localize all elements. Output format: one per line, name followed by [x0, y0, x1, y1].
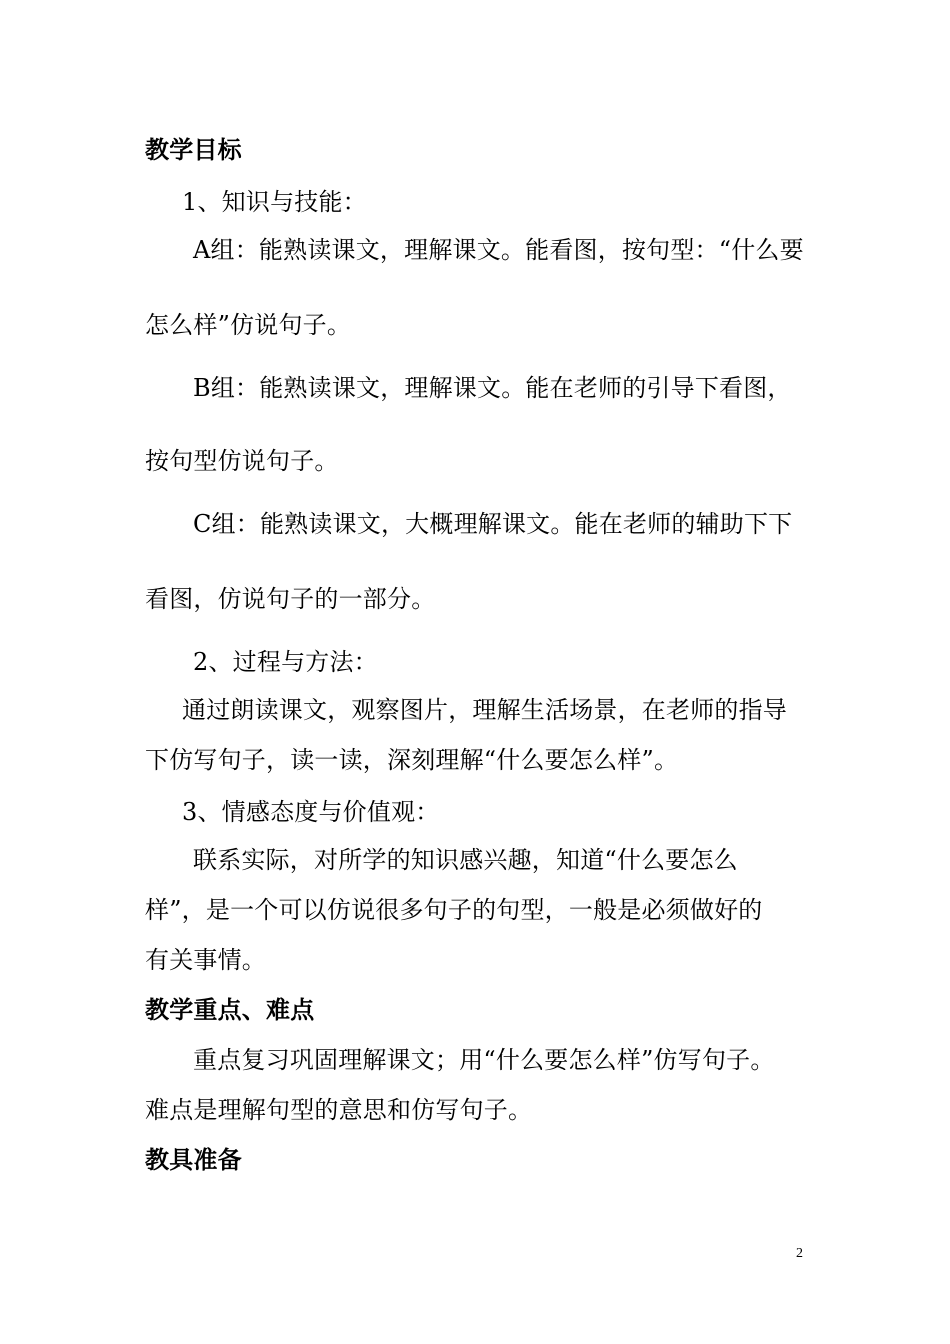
group-b-line-1: B组：能熟读课文，理解课文。能在老师的引导下看图，: [193, 374, 792, 402]
section-attitude-values-title: 3、情感态度与价值观：: [182, 798, 440, 826]
heading-teaching-materials: 教具准备: [145, 1145, 242, 1174]
section-knowledge-skills-title: 1、知识与技能：: [182, 188, 367, 216]
group-c-line-2: 看图，仿说句子的一部分。: [145, 585, 436, 613]
group-b-line-2: 按句型仿说句子。: [145, 447, 339, 475]
group-a-line-1: A组：能熟读课文，理解课文。能看图，按句型：“什么要: [193, 236, 804, 264]
key-points-line-2: 难点是理解句型的意思和仿写句子。: [145, 1096, 533, 1124]
attitude-values-line-2: 样”，是一个可以仿说很多句子的句型，一般是必须做好的: [145, 896, 763, 924]
heading-key-points-difficulties: 教学重点、难点: [145, 995, 315, 1024]
group-a-line-2: 怎么样”仿说句子。: [145, 311, 352, 339]
attitude-values-line-1: 联系实际，对所学的知识感兴趣，知道“什么要怎么: [193, 846, 738, 874]
process-method-line-1: 通过朗读课文，观察图片，理解生活场景，在老师的指导: [182, 696, 787, 724]
key-points-line-1: 重点复习巩固理解课文；用“什么要怎么样”仿写句子。: [193, 1046, 775, 1074]
heading-teaching-objectives: 教学目标: [145, 135, 242, 164]
attitude-values-line-3: 有关事情。: [145, 946, 266, 974]
section-process-method-title: 2、过程与方法：: [193, 648, 378, 676]
process-method-line-2: 下仿写句子，读一读，深刻理解“什么要怎么样”。: [145, 746, 679, 774]
group-c-line-1: C组：能熟读课文，大概理解课文。能在老师的辅助下下: [193, 510, 793, 538]
page-number: 2: [796, 1246, 803, 1261]
